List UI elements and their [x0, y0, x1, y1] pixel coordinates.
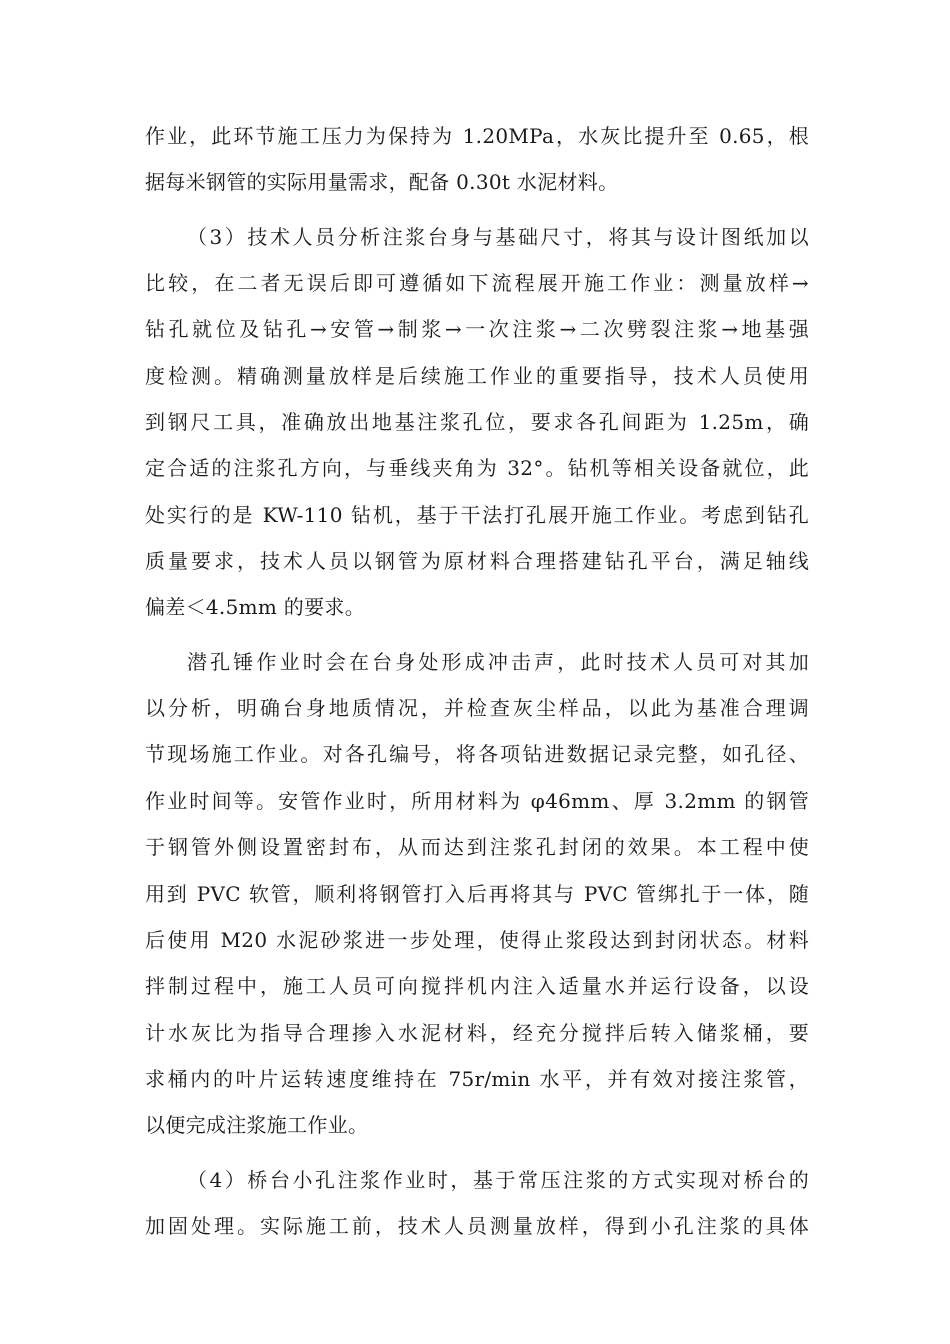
text-line: 于钢管外侧设置密封布，从而达到注浆孔封闭的效果。本工程中使: [145, 835, 809, 860]
text-line: 用到 PVC 软管，顺利将钢管打入后再将其与 PVC 管绑扎于一体，随: [145, 881, 809, 906]
text-line: 钻孔就位及钻孔→安管→制浆→一次注浆→二次劈裂注浆→地基强: [145, 317, 809, 342]
text-line: 加固处理。实际施工前，技术人员测量放样，得到小孔注浆的具体: [145, 1213, 809, 1238]
text-line: 定合适的注浆孔方向，与垂线夹角为 32°。钻机等相关设备就位，此: [145, 456, 809, 481]
text-line: 比较，在二者无误后即可遵循如下流程展开施工作业：测量放样→: [145, 271, 809, 296]
text-line: 处实行的是 KW-110 钻机，基于干法打孔展开施工作业。考虑到钻孔: [145, 502, 809, 527]
text-line: （4）桥台小孔注浆作业时，基于常压注浆的方式实现对桥台的: [187, 1167, 809, 1192]
text-line: 以分析，明确台身地质情况，并检查灰尘样品，以此为基准合理调: [145, 696, 809, 721]
text-line: 作业，此环节施工压力为保持为 1.20MPa，水灰比提升至 0.65，根: [145, 124, 809, 148]
text-line: 后使用 M20 水泥砂浆进一步处理，使得止浆段达到封闭状态。材料: [145, 927, 809, 952]
text-line: 质量要求，技术人员以钢管为原材料合理搭建钻孔平台，满足轴线: [145, 549, 809, 574]
text-line: 求桶内的叶片运转速度维持在 75r/min 水平，并有效对接注浆管，: [145, 1066, 809, 1091]
text-line: 节现场施工作业。对各孔编号，将各项钻进数据记录完整，如孔径、: [145, 742, 809, 767]
text-line: 潜孔锤作业时会在台身处形成冲击声，此时技术人员可对其加: [187, 649, 809, 674]
text-line: 到钢尺工具，准确放出地基注浆孔位，要求各孔间距为 1.25m，确: [145, 410, 809, 435]
text-line: 拌制过程中，施工人员可向搅拌机内注入适量水并运行设备，以设: [145, 974, 809, 999]
text-line: 计水灰比为指导合理掺入水泥材料，经充分搅拌后转入储浆桶，要: [145, 1020, 809, 1045]
document-body: [145, 113, 809, 1249]
text-line: 度检测。精确测量放样是后续施工作业的重要指导，技术人员使用: [145, 363, 809, 388]
text-line: 以便完成注浆施工作业。: [145, 1113, 369, 1138]
text-line: （3）技术人员分析注浆台身与基础尺寸，将其与设计图纸加以: [187, 224, 809, 249]
text-line: 据每米钢管的实际用量需求，配备 0.30t 水泥材料。: [145, 170, 619, 195]
text-line: 偏差＜4.5mm 的要求。: [145, 595, 365, 620]
text-line: 作业时间等。安管作业时，所用材料为 φ46mm、厚 3.2mm 的钢管: [145, 788, 809, 813]
